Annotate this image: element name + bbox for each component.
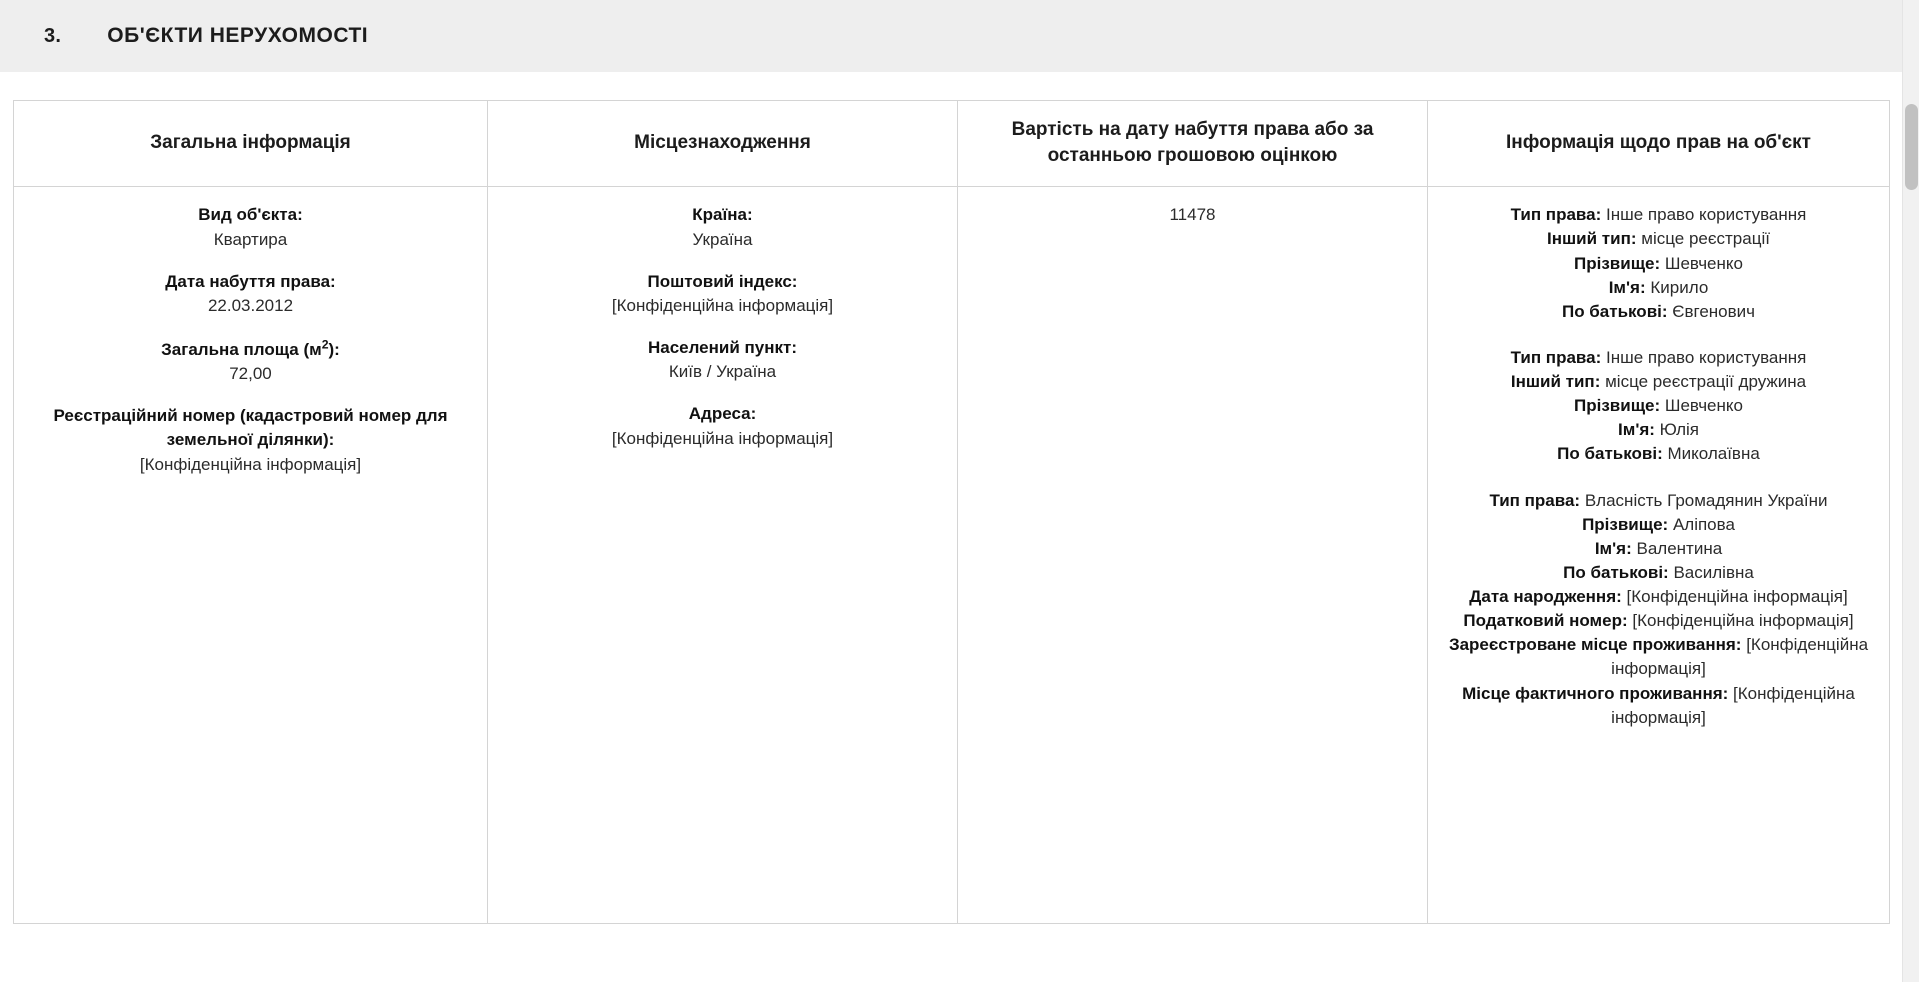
rights-value: [Конфіденційна інформація]: [1611, 635, 1869, 679]
rights-label: Прізвище:: [1574, 253, 1661, 273]
rights-line: [1442, 609, 1875, 633]
field-acquisition-date: [28, 270, 473, 319]
rights-value: Василівна: [1673, 562, 1754, 582]
cell-location: [488, 187, 958, 924]
rights-label: Місце фактичного проживання:: [1462, 683, 1729, 703]
table-header-row: [14, 101, 1890, 187]
value-address: [Конфіденційна інформація]: [611, 428, 834, 448]
rights-label: Ім'я:: [1608, 277, 1646, 297]
rights-value: Миколаївна: [1667, 444, 1760, 464]
rights-line: [1442, 370, 1875, 394]
rights-value: Власність Громадянин України: [1584, 490, 1828, 510]
rights-value: Юлія: [1659, 420, 1699, 440]
label-object-type: Вид об'єкта:: [198, 205, 303, 225]
table-row: [14, 187, 1890, 924]
rights-line: [1442, 300, 1875, 324]
value-settlement: Київ / Україна: [668, 362, 777, 382]
rights-line: [1442, 537, 1875, 561]
rights-label: Ім'я:: [1618, 420, 1655, 440]
value-total-area: 72,00: [229, 364, 272, 384]
section-title: ОБ'ЄКТИ НЕРУХОМОСТІ: [107, 24, 369, 47]
label-acquisition-date: Дата набуття права:: [165, 271, 336, 291]
rights-label: Прізвище:: [1574, 396, 1661, 416]
field-object-type: [28, 203, 473, 252]
column-header-general: Загальна інформація: [14, 101, 488, 187]
rights-label: Тип права:: [1489, 490, 1581, 510]
rights-line: [1442, 346, 1875, 370]
column-header-location: Місцезнаходження: [488, 101, 958, 187]
rights-value: Кирило: [1650, 277, 1709, 297]
field-address: [502, 402, 943, 451]
rights-line: [1442, 418, 1875, 442]
section-number: 3.: [44, 24, 62, 47]
rights-label: Інший тип:: [1510, 372, 1601, 392]
rights-line: [1442, 276, 1875, 300]
rights-line: [1442, 513, 1875, 537]
rights-value: [Конфіденційна інформація]: [1611, 683, 1855, 727]
value-postal-index: [Конфіденційна інформація]: [611, 296, 834, 316]
column-header-rights: Інформація щодо прав на об'єкт: [1428, 101, 1890, 187]
rights-group: [1442, 346, 1875, 467]
value-object-type: Квартира: [213, 229, 288, 249]
rights-value: [Конфіденційна інформація]: [1626, 587, 1848, 607]
rights-value: Аліпова: [1672, 514, 1735, 534]
rights-label: Тип права:: [1510, 347, 1602, 367]
label-settlement: Населений пункт:: [647, 337, 798, 357]
section-header: [0, 0, 1919, 72]
column-header-cost: Вартість на дату набуття права або за останньою грошовою оцінкою: [958, 101, 1428, 187]
rights-value: [Конфіденційна інформація]: [1632, 611, 1854, 631]
rights-line: [1442, 394, 1875, 418]
scroll-down-arrow-icon[interactable]: [1903, 965, 1919, 982]
rights-line: [1442, 203, 1875, 227]
scrollbar-thumb[interactable]: [1905, 104, 1918, 190]
label-registration-number: Реєстраційний номер (кадастровий номер для земельної ділянки):: [53, 405, 448, 450]
table-container: [0, 72, 1919, 924]
vertical-scrollbar[interactable]: [1902, 0, 1919, 982]
field-total-area: [28, 336, 473, 387]
rights-line: [1442, 227, 1875, 251]
value-country: Україна: [692, 229, 753, 249]
rights-label: Прізвище:: [1582, 514, 1669, 534]
rights-value: місце реєстрації дружина: [1605, 372, 1807, 392]
rights-value: Шевченко: [1664, 253, 1743, 273]
rights-line: [1442, 442, 1875, 466]
label-total-area: [161, 336, 340, 359]
rights-label: Дата народження:: [1469, 587, 1622, 607]
label-total-area-sup: 2: [321, 336, 329, 351]
scroll-up-arrow-icon[interactable]: [1903, 0, 1919, 17]
rights-label: По батькові:: [1561, 301, 1668, 321]
rights-label: Податковий номер:: [1463, 611, 1628, 631]
label-address: Адреса:: [688, 404, 757, 424]
rights-line: [1442, 585, 1875, 609]
rights-value: Інше право користування: [1606, 347, 1807, 367]
rights-line: [1442, 561, 1875, 585]
real-estate-table: [13, 100, 1890, 924]
rights-line: [1442, 252, 1875, 276]
value-acquisition-date: 22.03.2012: [207, 296, 294, 316]
label-total-area-post: ):: [328, 339, 340, 359]
field-settlement: [502, 336, 943, 385]
cell-cost: [958, 187, 1428, 924]
rights-line: [1442, 489, 1875, 513]
rights-line: [1442, 633, 1875, 681]
cell-rights: [1428, 187, 1890, 924]
cell-general-information: [14, 187, 488, 924]
rights-group: [1442, 489, 1875, 730]
rights-value: місце реєстрації: [1641, 229, 1770, 249]
rights-value: Інше право користування: [1606, 205, 1807, 225]
rights-label: Тип права:: [1510, 205, 1602, 225]
rights-label: Ім'я:: [1594, 538, 1632, 558]
rights-label: Зареєстроване місце проживання:: [1448, 635, 1742, 655]
field-country: [502, 203, 943, 252]
rights-label: Інший тип:: [1547, 229, 1637, 249]
rights-label: По батькові:: [1563, 562, 1669, 582]
label-total-area-pre: Загальна площа (м: [161, 339, 322, 359]
rights-value: Валентина: [1636, 538, 1723, 558]
rights-line: [1442, 682, 1875, 730]
field-postal-index: [502, 270, 943, 319]
label-country: Країна:: [692, 205, 753, 225]
rights-group: [1442, 203, 1875, 324]
label-postal-index: Поштовий індекс:: [647, 271, 798, 291]
rights-value: Євгенович: [1672, 301, 1756, 321]
value-cost: 11478: [1169, 205, 1216, 225]
rights-label: По батькові:: [1557, 444, 1663, 464]
field-registration-number: [28, 404, 473, 478]
value-registration-number: [Конфіденційна інформація]: [139, 455, 362, 475]
rights-value: Шевченко: [1664, 396, 1743, 416]
